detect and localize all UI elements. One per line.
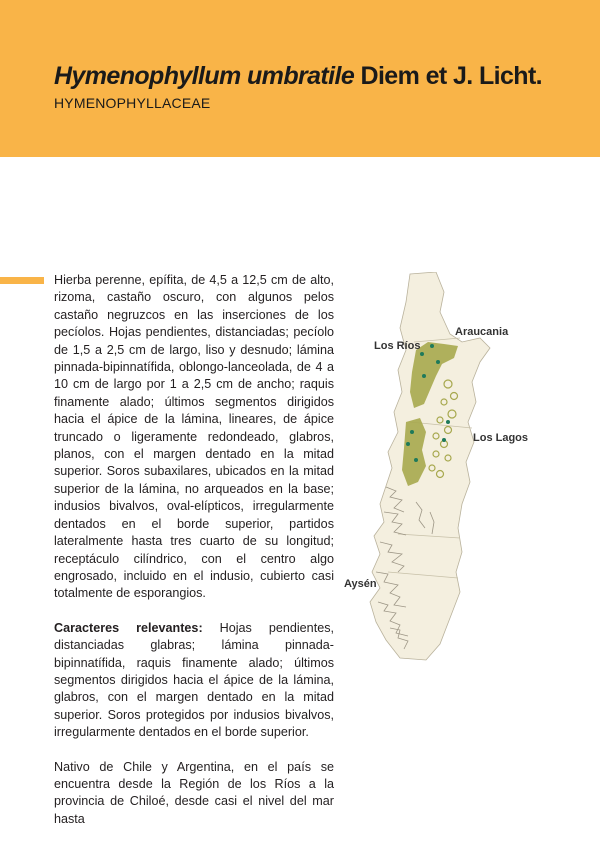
section-accent-bar: [0, 277, 44, 284]
relevant-characters-text: Hojas pendientes, distanciadas glabras; lámina pinnada-bipinnatífida, raquis finamente alado; últimos segmentos dirigidos hacia el ápice de la lámina, glabros, con el margen dentado en la mitad superior. Soros protegidos por indusios bivalvos, irregularmente dentados en el borde superior.: [54, 620, 334, 740]
description-column: [54, 272, 334, 845]
map-label-aysen: Aysén: [344, 578, 377, 590]
species-title: [54, 62, 542, 91]
description-paragraph: Hierba perenne, epífita, de 4,5 a 12,5 cm de alto, rizoma, castaño oscuro, con algunos pelos castaño negruzcos en las inserciones de los pecíolos. Hojas pendientes, distanciadas; pecíolo de 1,5 a 2,5 cm de largo, liso y desnudo; lámina pinnada-bipinnatífida, oblongo-lanceolada, de 4 a 10 cm de largo por 1 a 2,5 cm de ancho; raquis finamente alado; últimos segmentos dirigidos hacia el ápice de la lámina, lineares, de ápice truncado o ligeramente redondeado, glabros, planos, con el margen dentado en la mitad superior. Soros subaxilares, ubicados en la mitad superior de la lámina, no arqueados en la base; indusios bivalvos, oval-elípticos, irregularmente dentados en el borde superior, partidos lateralmente hasta tres cuarto de su longitud; receptáculo cilíndrico, con el centro algo engrosado, incluido en el indusio, cubierto casi totalmente de esporangios.: [54, 273, 334, 601]
relevant-characters-label: Caracteres relevantes:: [54, 620, 203, 635]
relevant-characters-paragraph: [54, 620, 334, 742]
species-name: Hymenophyllum umbratile: [54, 62, 355, 90]
header-band: [0, 0, 600, 157]
species-author: Diem et J. Licht.: [360, 62, 543, 90]
distribution-map: [340, 272, 529, 662]
family-name: HYMENOPHYLLACEAE: [54, 95, 211, 111]
map-label-los-lagos: Los Lagos: [473, 432, 529, 444]
distribution-paragraph: Nativo de Chile y Argentina, en el país se encuentra desde la Región de los Ríos a la provincia de Chiloé, desde casi el nivel del mar hasta: [54, 759, 334, 826]
map-label-araucania: Araucania: [455, 326, 509, 338]
map-label-los-rios: Los Ríos: [374, 340, 421, 352]
